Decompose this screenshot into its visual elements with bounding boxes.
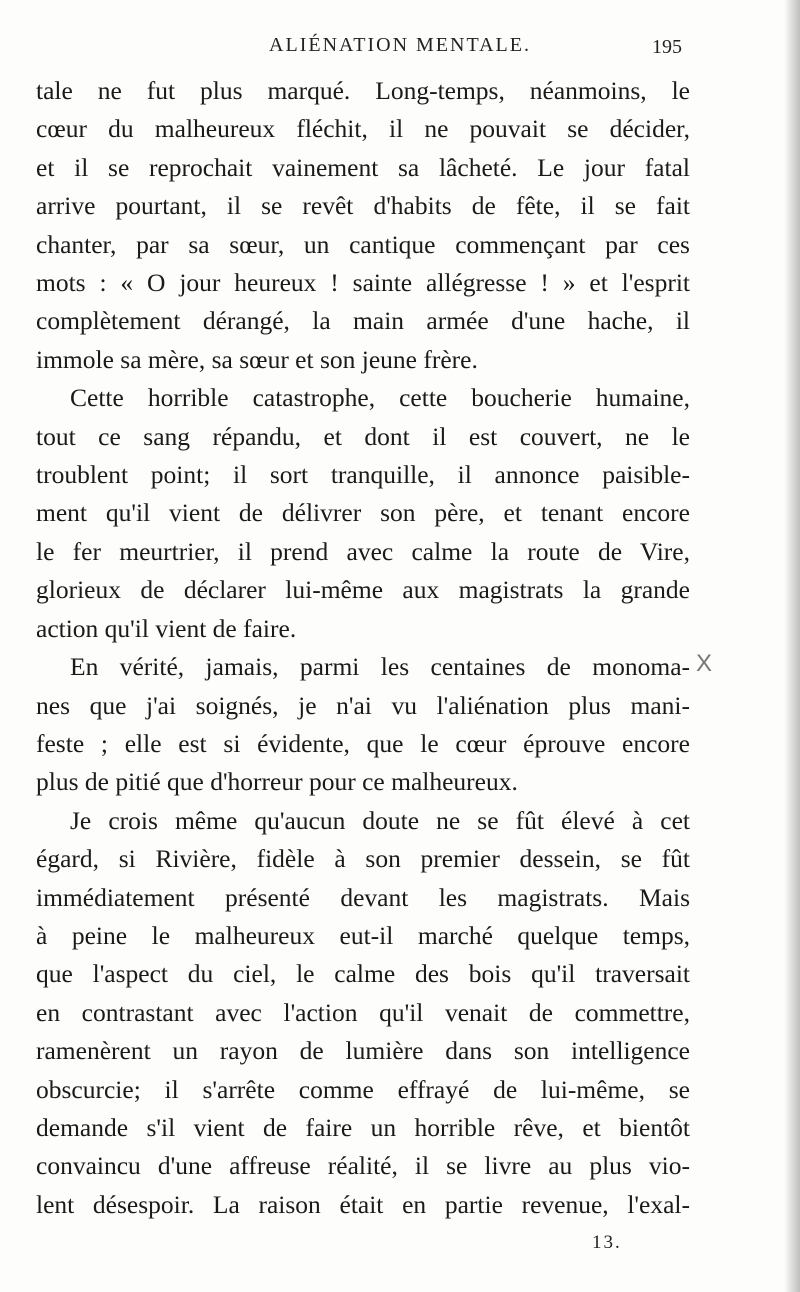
text-line: nes que j'ai soignés, je n'ai vu l'aliénation plus mani- bbox=[36, 690, 690, 720]
signature-mark: 13. bbox=[592, 1232, 622, 1253]
text-line: immédiatement présenté devant les magistrats. Mais bbox=[36, 882, 690, 912]
text-line: chanter, par sa sœur, un cantique commençant par ces bbox=[36, 229, 690, 259]
text-line: tale ne fut plus marqué. Long-temps, néanmoins, le bbox=[36, 76, 690, 105]
text-line: ment qu'il vient de délivrer son père, et tenant encore bbox=[36, 498, 690, 528]
paragraph-start-line: Je crois même qu'aucun doute ne se fût élevé à cet bbox=[70, 805, 690, 835]
text-line: mots : « O jour heureux ! sainte allégresse ! » et l'esprit bbox=[36, 268, 690, 298]
text-line: lent désespoir. La raison était en partie revenue, l'exal- bbox=[36, 1189, 690, 1219]
text-line: tout ce sang répandu, et dont il est couvert, ne le bbox=[36, 421, 690, 451]
page-edge-shadow bbox=[784, 0, 800, 1292]
text-line: cœur du malheureux fléchit, il ne pouvait se décider, bbox=[36, 114, 690, 144]
text-line: égard, si Rivière, fidèle à son premier dessein, se fût bbox=[36, 844, 690, 874]
paragraph-start-line: Cette horrible catastrophe, cette boucherie humaine, bbox=[70, 383, 690, 413]
text-line: le fer meurtrier, il prend avec calme la route de Vire, bbox=[36, 536, 690, 566]
text-line: ramenèrent un rayon de lumière dans son intelligence bbox=[36, 1036, 690, 1066]
text-line: immole sa mère, sa sœur et son jeune frère. bbox=[36, 344, 478, 374]
text-line: à peine le malheureux eut-il marché quelque temps, bbox=[36, 920, 690, 950]
text-line: que l'aspect du ciel, le calme des bois qu'il traversait bbox=[36, 959, 690, 989]
text-line: arrive pourtant, il se revêt d'habits de fête, il se fait bbox=[36, 191, 690, 221]
page-number: 195 bbox=[652, 36, 682, 58]
text-line: glorieux de déclarer lui-même aux magistrats la grande bbox=[36, 575, 690, 605]
body-text bbox=[36, 72, 690, 1224]
text-line: en contrastant avec l'action qu'il venait de commettre, bbox=[36, 997, 690, 1027]
text-line: obscurcie; il s'arrête comme effrayé de lui-même, se bbox=[36, 1074, 690, 1104]
text-line: feste ; elle est si évidente, que le cœur éprouve encore bbox=[36, 728, 690, 758]
text-line: troublent point; il sort tranquille, il annonce paisible- bbox=[36, 460, 690, 490]
text-line: action qu'il vient de faire. bbox=[36, 613, 297, 643]
text-line: et il se reprochait vainement sa lâcheté. Le jour fatal bbox=[36, 152, 690, 182]
text-line: complètement dérangé, la main armée d'une hache, il bbox=[36, 306, 690, 336]
margin-annotation: X bbox=[696, 650, 713, 677]
text-line: demande s'il vient de faire un horrible rêve, et bientôt bbox=[36, 1112, 690, 1142]
running-title: ALIÉNATION MENTALE. bbox=[269, 34, 531, 56]
text-line: convaincu d'une affreuse réalité, il se livre au plus vio- bbox=[36, 1151, 690, 1181]
paragraph-start-line: En vérité, jamais, parmi les centaines de monoma- bbox=[70, 652, 690, 682]
text-line: plus de pitié que d'horreur pour ce malheureux. bbox=[36, 767, 518, 797]
